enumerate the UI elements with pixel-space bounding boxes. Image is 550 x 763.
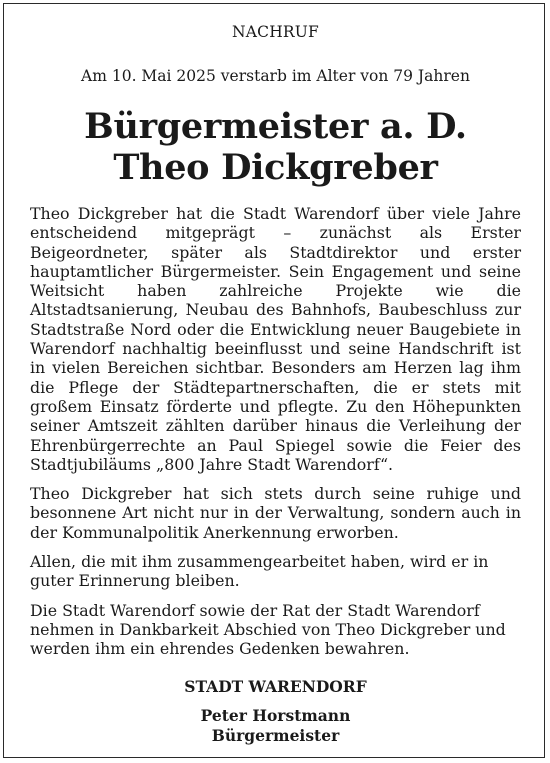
obituary-notice xyxy=(30,22,521,746)
notice-label: NACHRUF xyxy=(231,23,320,41)
deceased-name-block xyxy=(30,106,521,188)
deceased-title: Bürgermeister a. D. xyxy=(84,106,467,147)
obituary-text xyxy=(30,204,521,659)
paragraph-character: Theo Dickgreber hat sich stets durch seine ruhige und besonnene Art nicht nur in der Verwaltung, sondern auch in der Kommunalpolitik Anerkennung erworben. xyxy=(30,484,521,542)
deceased-name: Theo Dickgreber xyxy=(113,147,438,188)
paragraph-memory: Allen, die mit ihm zusammengearbeitet haben, wird er in guter Erinnerung bleiben. xyxy=(30,552,489,591)
paragraph-career: Theo Dickgreber hat die Stadt Warendorf über viele Jahre entscheidend mitgeprägt – zunächst als Erster Beigeordneter, später als Stadtdirektor und erster hauptamtlicher Bürgermeister. Sein Engagement und seine Weitsicht haben zahlreiche Projekte wie die Altstadtsanierung, Neubau des Bahnhofs, Baubeschluss zur Stadtstraße Nord oder die Entwicklung neuer Baugebiete in Warendorf nachhaltig beeinflusst und seine Handschrift ist in vielen Bereichen sichtbar. Besonders am Herzen lag ihm die Pflege der Städtepartnerschaften, die er stets mit großem Einsatz förderte und pflegte. Zu den Höhepunkten seiner Amtszeit zählten darüber hinaus die Verleihung der Ehrenbürgerrechte an Paul Spiegel sowie die Feier des Stadtjubiläums „800 Jahre Stadt Warendorf“. xyxy=(30,204,521,474)
signature-title: Bürgermeister xyxy=(211,725,340,745)
signature-organization: STADT WARENDORF xyxy=(184,676,367,696)
paragraph-farewell: Die Stadt Warendorf sowie der Rat der Stadt Warendorf nehmen in Dankbarkeit Abschied von Theo Dickgreber und werden ihm ein ehrendes Gedenken bewahren. xyxy=(30,600,506,659)
signature-name: Peter Horstmann xyxy=(200,705,351,725)
death-announcement: Am 10. Mai 2025 verstarb im Alter von 79 Jahren xyxy=(81,67,470,85)
